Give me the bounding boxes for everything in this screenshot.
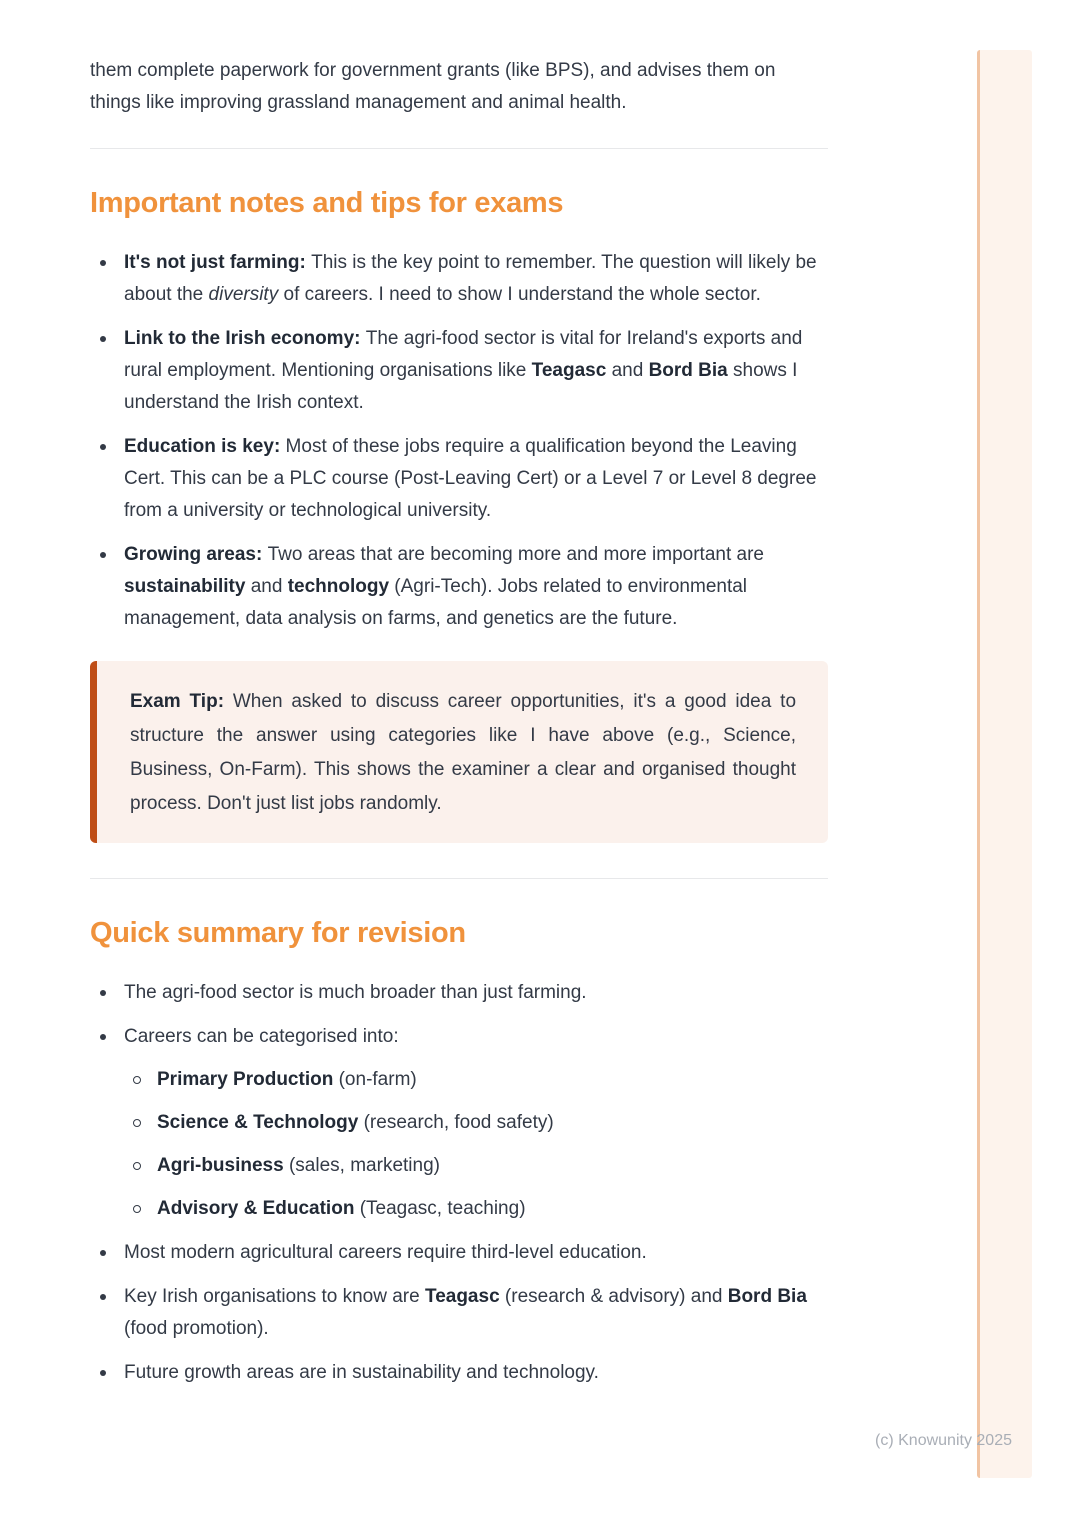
section-divider	[90, 148, 828, 149]
list-item	[90, 247, 828, 311]
sub-list-item: Agri-business (sales, marketing)	[124, 1150, 828, 1182]
list-item-text: Growing areas: Two areas that are becoming more and more important are sustainability and technology (Agri-Tech). Jobs related to environmental management, data analysis on farms, and genetics are the future.	[124, 544, 764, 629]
list-item	[90, 1237, 828, 1269]
sub-list-item: Primary Production (on-farm)	[124, 1064, 828, 1096]
section-divider	[90, 878, 828, 879]
quick-summary-list	[90, 977, 828, 1389]
list-item	[90, 539, 828, 635]
section-heading-exam-notes: Important notes and tips for exams	[90, 187, 564, 219]
list-item-text: Careers can be categorised into:	[124, 1026, 399, 1047]
list-item	[90, 431, 828, 527]
page-content	[90, 0, 828, 1401]
copyright-footer: (c) Knowunity 2025	[875, 1432, 1012, 1449]
sub-list	[124, 1064, 828, 1225]
exam-notes-list	[90, 247, 828, 635]
sub-list-item: Advisory & Education (Teagasc, teaching)	[124, 1193, 828, 1225]
intro-paragraph: them complete paperwork for government grants (like BPS), and advises them on things like improving grassland management and animal health.	[90, 60, 776, 113]
list-item-text: Most modern agricultural careers require third-level education.	[124, 1242, 647, 1263]
page-edge-strip	[977, 50, 1032, 1478]
list-item-text: Future growth areas are in sustainability and technology.	[124, 1362, 599, 1383]
list-item-text: Education is key: Most of these jobs require a qualification beyond the Leaving Cert. This can be a PLC course (Post-Leaving Cert) or a Level 7 or Level 8 degree from a university or technological university.	[124, 436, 817, 521]
list-item-text: It's not just farming: This is the key point to remember. The question will likely be about the diversity of careers. I need to show I understand the whole sector.	[124, 252, 817, 305]
exam-tip-callout: Exam Tip: When asked to discuss career opportunities, it's a good idea to structure the answer using categories like I have above (e.g., Science, Business, On-Farm). This shows the examiner a clear and organised thought process. Don't just list jobs randomly.	[90, 661, 828, 843]
list-item-text: Link to the Irish economy: The agri-food sector is vital for Ireland's exports and rural employment. Mentioning organisations like Teagasc and Bord Bia shows I understand the Irish context.	[124, 328, 803, 413]
list-item	[90, 1357, 828, 1389]
sub-list-item: Science & Technology (research, food safety)	[124, 1107, 828, 1139]
list-item	[90, 1021, 828, 1225]
list-item	[90, 977, 828, 1009]
list-item	[90, 1281, 828, 1345]
list-item-text: Key Irish organisations to know are Teagasc (research & advisory) and Bord Bia (food promotion).	[124, 1286, 807, 1339]
list-item	[90, 323, 828, 419]
list-item-text: The agri-food sector is much broader than just farming.	[124, 982, 587, 1003]
section-heading-quick-summary: Quick summary for revision	[90, 917, 466, 949]
